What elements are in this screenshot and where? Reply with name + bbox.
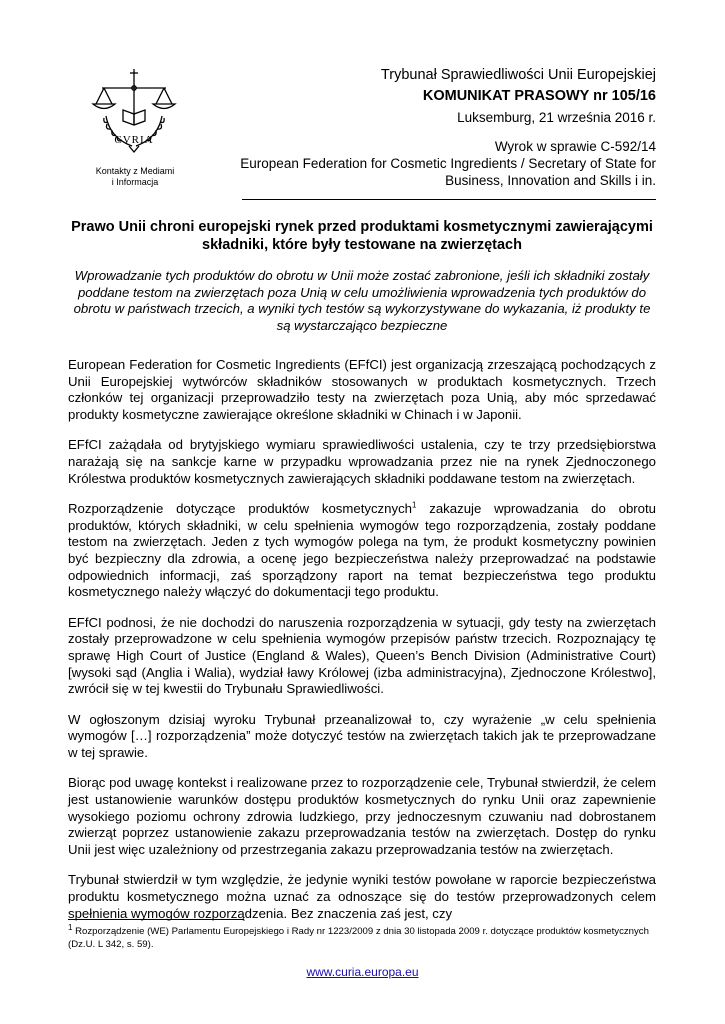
footnote-reference: 1 [412,500,417,510]
paragraph-7: Trybunał stwierdził w tym względzie, że jedynie wyniki testów powołane w raporcie bezpieczeństwa produktu kosmetycznego można uznać za odnoszące się do testów przeprowadzonych celem spełnienia wymogów rozporządzenia. Bez znaczenia zaś jest, czy [68,872,656,921]
place-and-date: Luksemburg, 21 września 2016 r. [457,110,656,125]
press-header [216,66,656,189]
press-release-subtitle: Wprowadzanie tych produktów do obrotu w Unii może zostać zabronione, jeśli ich składniki zostały poddane testom na zwierzętach poza Unią w celu umożliwienia wprowadzenia tych produktów do obrotu w państwach trzecich, a wyniki tych testów są wykorzystywane do wykazania, iż produkty te są wystarczająco bezpieczne [73,268,651,333]
parties-line-2: Business, Innovation and Skills i in. [445,173,656,188]
paragraph-5: W ogłoszonym dzisiaj wyroku Trybunał przeanalizował to, czy wyrażenie „w celu spełnienia wymogów […] rozporządzenia” może dotyczyć testów na zwierzętach takich jak te przeprowadzane w tej sprawie. [68,711,656,760]
paragraph-3-rest: zakazuje wprowadzania do obrotu produktów, których składniki, w celu spełnienia wymogów tego rozporządzenia, zostały poddane testom na zwierzętach. Jeden z tych wymogów polega na tym, że produkt kosmetyczny powinien być bezpieczny dla zdrowia, a ocenę jego bezpieczeństwa należy przeprowadzać na podstawie odpowiednich informacji, zaś sporządzony raport na temat bezpieczeństwa tego produktu kosmetycznego należy włączyć do dokumentacji tego produktu. [68,501,656,600]
curia-website-link[interactable]: www.curia.europa.eu [306,965,419,979]
press-release-number: KOMUNIKAT PRASOWY nr 105/16 [422,88,656,104]
press-release-body [68,357,656,936]
paragraph-6: Biorąc pod uwagę kontekst i realizowane przez to rozporządzenie cele, Trybunał stwierdził, że celem jest ustanowienie warunków dostępu produktów kosmetycznych do rynku Unii oraz zapewnienie wysokiego poziomu ochrony zdrowia ludzkiego, przy jednoczesnym czuwaniu nad dobrostanem zwierząt poprzez ustanowienie zakazu przeprowadzania testów na zwierzętach. Dostęp do rynku Unii jest więc uzależniony od przestrzegania zakazu przeprowadzania testów na zwierzętach. [68,775,656,857]
paragraph-3-start: Rozporządzenie dotyczące produktów kosmetycznych [68,501,413,517]
footnote-text: Rozporządzenie (WE) Parlamentu Europejskiego i Rady nr 1223/2009 z dnia 30 listopada 2009 r. dotyczące produktów kosmetycznych (Dz.U. L 342, s. 59). [68,926,649,950]
footnote-number: 1 [68,922,73,932]
title-line-1: Prawo Unii chroni europejski rynek przed produktami kosmetycznymi zawierającymi [71,219,653,235]
paragraph-3 [68,501,656,601]
paragraph-2: EFfCI zażądała od brytyjskiego wymiaru sprawiedliwości ustalenia, czy te trzy przedsiębiorstwa narażają się na sankcje karne w przypadku wprowadzania przez nie na rynek Zjednoczonego Królestwa produktów kosmetycznych zawierających składniki poddawane testom na zwierzętach. [68,437,656,486]
press-release-title [68,218,656,254]
curia-logo [86,66,182,154]
header-divider [242,199,656,200]
logo-text: CVRIA [114,134,154,146]
court-name: Trybunał Sprawiedliwości Unii Europejskiej [380,67,656,83]
paragraph-4: EFfCI podnosi, że nie dochodzi do naruszenia rozporządzenia w sytuacji, gdy testy na zwierzętach zostały przeprowadzone w celu spełnienia wymogów przepisów państw trzecich. Rozpoznający tę sprawę High Court of Justice (England & Wales), Queen’s Bench Division (Administrative Court) [wysoki sąd (Anglia i Walia), wydział ławy Królowej (izba administracyjna), Zjednoczone Królestwo], zwrócił się w tej kwestii do Trybunału Sprawiedliwości. [68,614,656,697]
footnote [68,922,656,951]
media-contacts [80,166,190,188]
footnote-divider [68,919,244,920]
title-line-2: składniki, które były testowane na zwierzętach [202,237,522,253]
scales-of-justice-icon [86,66,182,154]
paragraph-1: European Federation for Cosmetic Ingredients (EFfCI) jest organizacją zrzeszającą pochodzących z Unii Europejskiej wytwórców składników stosowanych w produktach kosmetycznych. Trzech członków tej organizacji przeprowadziło testy na zwierzętach poza Unią, aby móc sprzedawać produkty kosmetyczne zawierające określone składniki w Chinach i w Japonii. [68,357,656,422]
case-reference: Wyrok w sprawie C-592/14 [494,139,656,154]
contacts-line-1: Kontakty z Mediami [95,166,175,176]
contacts-line-2: i Informacja [111,177,159,187]
parties-line-1: European Federation for Cosmetic Ingredients / Secretary of State for [240,156,656,171]
footer [0,965,725,979]
